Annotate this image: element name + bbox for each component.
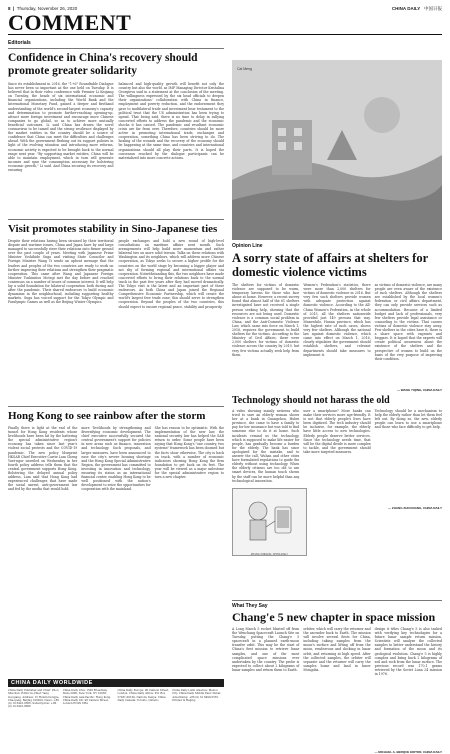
divider <box>232 600 442 601</box>
cartoon-graphic <box>233 489 308 549</box>
technology-col2: user a smartphone? More banks can make their services more age-friendly. It is not that elderly people's lives have been digitized. The tech industry should be inclusive, for example, the elderly have little access to new technologies. Elderly people deserve better services. Since the technology needs time, that will be the digital divide is more complex to tackle, and the government should take more targeted measures. <box>303 409 371 454</box>
second-editorial-col2: people exchanges and hold a new round of high-level consultations on maritime affairs next month. Such arrangements will help build more momentum and rather bilateral ties on more solid terrain. Talks on these relations with Washington and its neighbors, which will address more Chinese cooperation, as Tokyo seeks to secure a higher profile for the countries on the world stage by becoming a bigger player and not shy of forming regional and international affairs via cooperation. Notwithstanding this, the two neighbors have made concerted efforts to bring their relations back to the normal track in the past few years after they had moved dramatically. The Tokyo visit is the latest and an important part of these endeavors. As both China and Japan joined the Regional Comprehensive Economic Partnership, which will create the world's largest free trade zone, this should serve to strengthen cooperation. Beyond the peoples of the two countries, this should expect to ensure regional peace, stability and prosperity. <box>118 239 224 309</box>
what-they-say-col3: design it titles Chang'e 5 is also tasked with verifying key technologies for a future lunar sample return mission. Scientists will analyze the collected samples to better understand the history and formation of the moon and its geological evolution. Chang'e 5 is highly complex and bring back 2 kilograms of soil and rock from the lunar surface. The previous record was 170.1 grams retrieved by the Soviet Luna 24 mission in 1976. <box>374 627 442 677</box>
opinion-col3: as victims of domestic violence, are many people are even aware of the existence of such shelters. Although the shelters are established by the local women's federation or civil affairs department, they can only provide services such as accommodation. Because of a limited budget and lack of professionals, very few shelters provide legal assistance or counseling to the victims. That causes victims of domestic violence stay away. Few shelters in the cities have it, there is a share space with vagrants and beggars. It is hoped that the experts will create political awareness about the existence of the shelters and the perspective of women to build on the basis of the very purpose of improving their condition. <box>374 283 442 361</box>
page-number-date: 8 | Thursday, November 26, 2020 <box>8 6 78 11</box>
lead-editorial-col1: Since its establishment in 2016, the "1+6" Roundtable Dialogue has never been so important as the one held on Tuesday. It is believed that in their video conference with Premier Li Keqiang on Tuesday, the heads of six international economic and financial organizations, including the World Bank and the International Monetary Fund, gained a deeper and firsthand understanding of the world's second-largest economy's capacity and determination to promote further-reaching opening-up, attract more foreign investment and encourage more Chinese companies to go global, so as to achieve more mutually beneficial outcomes. Li said China has drawn the novel coronavirus to be tamed and the strong resilience displayed by the market entities in the country should be a source of confidence that China can meet the difficulties and challenges ahead. With the government fleshing out its support policies in light of the evolving situation and introducing more reforms, economic activity is expected to be brought back to the normal range next year. "By supporting market entities, China will be able to maintain employment, which in turn will generate incomes and spur the consumption necessary for bolstering economic growth," Li said. And China securing its recovery and ensuring <box>8 82 114 172</box>
third-editorial-body <box>8 426 224 583</box>
what-they-say-byline: — MICHAEL A. BERQUE EDITOR, CHINA DAILY <box>374 750 442 754</box>
opinion-col2: Women's Federation's statistics, there were more than 2,000 shelters for victims of domestic violence in 2016. But very few such shelters provide women with adequate protection against domestic violence. According to the All-China Women's Federation, in the whole of 2015, all the shelters nationwide provided just 149 persons that way. Meanwhile, Hunan province, which has the highest rate of such cases, shows very few shelters. Although the national law against domestic violence, which came into effect on March 1, 2016, clearly stipulates the government should establish shelters, and relevant departments should take measures to implement it. <box>303 283 371 357</box>
footer-col2: China Daily USA: 1500 Broadway, Suite 2800, New York, NY 10036. China Daily Asia Pacific: Hong Kong. China Daily UK: 90 Cannon Street, London EC4N 6HA <box>62 689 112 706</box>
editorials-column <box>8 40 224 583</box>
publication-title: CHINA DAILY <box>391 6 421 11</box>
footer <box>8 679 224 741</box>
technology-headline: Technology should not harass the old <box>232 395 390 406</box>
footer-banner: CHINA DAILY WORLDWIDE <box>8 679 224 687</box>
editorials-label: Editorials <box>8 40 31 46</box>
what-they-say-col2: orbiter, which will carry the returner and the ascender back to Earth. The mission will involve several firsts for China, including taking samples from the moon's surface and lifting off from the moon, rendezvous and docking in lunar orbit, and returning at high speed. After the collected samples, the orbiter will separate and the returner will carry the samples home and land in Inner Mongolia. <box>303 627 371 672</box>
opinion-section <box>232 243 442 510</box>
what-they-say-section <box>232 598 442 754</box>
third-editorial-col1: Finally there is light at the end of the tunnel for Hong Kong residents whose livelihoods have been hit by the battering the special administrative region's economy has taken since last year's violent social protests and the COVID-19 pandemic. The new policy blueprint HKSAR Chief Executive Carrie Lam Cheng Yuet-ngor unveiled on Wednesday in her fourth policy address tells them that the central government supports Hong Kong. Bolstering the delayed annual policy address, Lam said that Hong Kong had experienced challenges that have made the social unrest, anti-government law and fed by the media that would hold. <box>8 426 78 492</box>
editorial-illustration <box>232 60 442 240</box>
third-editorial-headline: Hong Kong to see rainbow after the storm <box>8 410 206 422</box>
lead-editorial-headline: Confidence in China's recovery should promote greater solidarity <box>8 52 198 77</box>
technology-col3: Technology should be a mechanism to help the elderly rather than let them feel left out. By doing so, the new, elderly people can learn to use a smartphone and those who face difficulty to get help. <box>374 409 442 430</box>
opinion-cartoon <box>232 488 307 556</box>
lead-editorial-col2: balanced and high-quality growth will benefit not only the country but also the world, as IMF Managing Director Kristalina Georgieva said in a statement at the conclusion of the meeting. The willingness expressed by the six head officials to deepen their organizations' collaboration with China in finance, employment and poverty reduction, and the endorsement they gave to multilateral trade and investment bear testament to the political trust that the US administration has been trying to upend. That being said, there is no time to delay in rallying concerted efforts to address the pandemic and the economic shocks it has caused. The pandemic and resultant economic crisis are far from over. Therefore, countries should be more active in promoting international trade, exchanges and cooperation, something China has been striving to do. The healing of the wounds and the recovery of the economy should be happening at the same time, and countries and international organizations should all play their parts. It is hoped the consensus reached by the dialogue participants can be materialized into more concrete actions. <box>118 82 224 160</box>
what-they-say-col1: A Long March 5 rocket blasted off from the Wenchang Spacecraft Launch Site on Tuesday, putting the Chang'e 5 spacecraft in a planned earth-moon transfer orbit. This may be the start of China's first mission to retrieve lunar samples, and one of the most complicated space missions ever undertaken by the country. The probe is expected to collect about 2 kilograms of lunar samples and return them to Earth. <box>232 627 300 672</box>
divider <box>8 406 224 407</box>
opinion-headline: A sorry state of affairs at shelters for domestic violence victims <box>232 251 428 279</box>
what-they-say-body <box>232 627 442 749</box>
issue-date: Thursday, November 26, 2020 <box>16 6 78 11</box>
what-they-say-headline: Chang'e 5 new chapter in space mission <box>232 610 436 624</box>
illustration-credit: Cai Meng <box>237 67 252 71</box>
divider <box>8 219 224 220</box>
opinion-byline: — WANG YIQING, CHINA DAILY <box>396 388 442 392</box>
third-editorial-col3: She has reason to be optimistic. With the implementation of the new law, the national security law has helped the SAR return to order. Some people have been saying that Hong Kong's "one country, two systems" framework has been doomed but the facts show otherwise. The city is back on track, with a number of economic indicators showing Hong Kong the firm foundation to get back on its feet. The year will be viewed as a major milestone for the special administrative region to turn a new chapter. <box>154 426 224 480</box>
opinion-label: Opinion Line <box>232 243 263 249</box>
footer-col3: China Daily Europe: 90 Cannon Street, London. China Daily Africa: P.O. Box 27281-00100, Nairobi, Kenya. China Daily Canada: Toronto, Ontario <box>117 689 169 702</box>
footer-col4: China Daily Latin America: Mexico City. China Daily Middle East: Dubai. Advertising: +86 (0) 10 6499-5555. Printed in Beijing <box>172 689 222 702</box>
opinion-body <box>232 283 442 387</box>
second-editorial-headline: Visit promotes stability in Sino-Japanese ties <box>8 223 218 235</box>
footer-col1: China Daily Publisher and Chief: Zhou Shuchun. Editor-in-Chief: Yang Guoqiang. Address: 15 Huixin Dongjie, Chaoyang, Beijing 100029. News: +86 (0) 10 6491-8366. Subscription: +86 (0) 10 6491-8666 <box>8 689 60 709</box>
technology-col1: A video showing mainly netizens who tried to save an elderly woman shows her at a bank in Guangzhou, Hubei province, she came to have a family to pay for her insurance but was told to find someone else to do it at home. Such incidents remind us the technology, which is supposed to make life easier for people, has gradually become a burden for the elderly. The bank has since apologized for the mistake, and to answer the call, Wuhan and other cities have formulated regulations to guide the elderly without using technology. When the elderly citizens are too old to use smart devices, the human touch shown by the staff can be more helpful than any technological innovation. <box>232 409 300 483</box>
section-title: COMMENT <box>8 10 132 35</box>
third-editorial-col2: more 'livelihoods by strengthening and diversifying economic development. The chief executive successfully secured the central government's support for policies in new areas such as finance, innovation and technology. Such proposals, and larger measures, have been announced to ease the city's severe housing shortage and the Hong Kong Special Administrative Region, the government has committed to investing in innovation and technology, ensuring its status as an international financial center, enabling Hong Kong to be well positioned with the nation's development to seize the opportunities for cooperation with the mainland. <box>81 426 151 492</box>
technology-byline: — ZHANG ZHOUXIANG, CHINA DAILY <box>388 506 442 510</box>
second-editorial-col1: Despite their relations having been strained by their territorial dispute and wartime issues, China and Japan have by and large managed to successfully steer their relations onto firmer ground over the past couple of years. Meeting with Japanese Prime Minister Yoshihide Suga and visiting State Councilor and Foreign Minister Wang Yi sends an upbeat message that the leaders and peoples of the two countries are ready to work on further improving their relations and strengthen their pragmatic cooperation. This came after Wang and Japanese Foreign Minister Toshimitsu Motegi met the day before and reached consensus on a number of issues of common interest. It will help lay a solid foundation for bilateral cooperation both during and after the pandemic. Their shared endeavors to build economic dynamism in the neighborhood, including supporting healthy markets. Suga has voiced support for the Tokyo Olympic and Paralympic Games as well as the Beijing Winter Olympics. <box>8 239 114 305</box>
cartoon-credit: ZHANG XINFANG, CHINA DAILY <box>250 553 289 556</box>
publication-chinese-name: 中国日报 <box>424 6 442 11</box>
illustration-graphic <box>232 60 442 240</box>
masthead <box>8 12 442 35</box>
page-number: 8 <box>8 6 11 11</box>
what-they-say-label: What They Say <box>232 603 268 609</box>
divider <box>8 48 224 49</box>
footer-columns <box>8 689 224 709</box>
second-editorial-body <box>8 239 224 402</box>
opinion-col1: The shelters for victims of domestic violence are supposed to be warm, temporary havens for those who face abuse at home. However, a recent survey found that almost half of the 61 shelters investigated have not received a single person seeking help, showing that the resources are not being used. Domestic violence is a common social problem in China, and the Anti-Domestic Violence Law, which came into force on March 1, 2016, requires the government to build shelters for the victims. According to the Ministry of Civil Affairs, there were 2,000 shelters for victims of domestic violence across the country by 2019, but very few victims actually seek help from them. <box>232 283 300 357</box>
lead-editorial-body <box>8 82 224 215</box>
